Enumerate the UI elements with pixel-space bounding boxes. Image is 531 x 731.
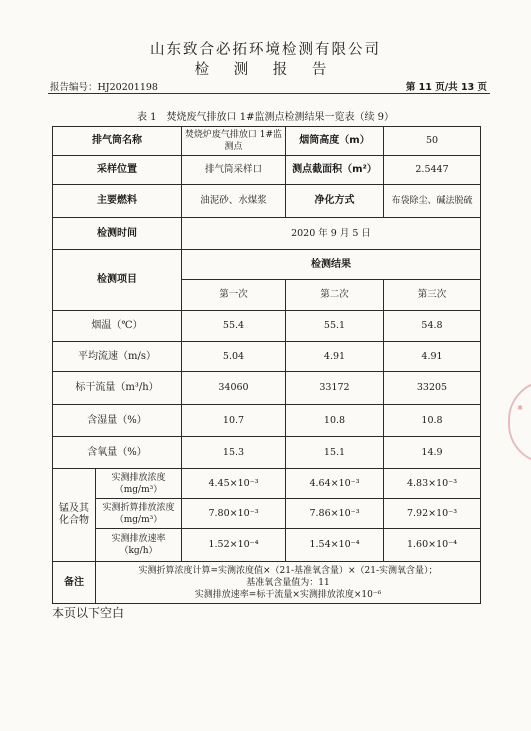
- table-row: [53, 499, 481, 529]
- pollutant-group-label: 锰及其化合物: [53, 469, 96, 562]
- report-number-label: 报告编号：: [50, 82, 98, 93]
- items-label: 检测项目: [53, 250, 182, 311]
- time-label: 检测时间: [53, 218, 182, 250]
- note-line: 基准氧含量值为：11: [246, 577, 330, 588]
- section-area-label: 测点截面积（m²）: [286, 156, 384, 185]
- measurement-value: 55.4: [182, 311, 286, 342]
- table-row: [53, 437, 481, 469]
- table-row: [53, 311, 481, 342]
- section-area-value: 2.5447: [384, 156, 481, 185]
- table-row: [53, 562, 481, 604]
- sampling-value: 排气筒采样口: [182, 156, 286, 185]
- page-number: 第 11 页/共 13 页: [405, 82, 487, 93]
- measurement-value: 10.8: [384, 405, 481, 437]
- group-item-value: 1.60×10⁻⁴: [384, 529, 481, 562]
- run-3-header: 第三次: [384, 280, 481, 311]
- group-item-value: 4.64×10⁻³: [286, 469, 384, 499]
- purify-label: 净化方式: [286, 185, 384, 218]
- time-value: 2020 年 9 月 5 日: [182, 218, 481, 250]
- measurement-value: 54.8: [384, 311, 481, 342]
- table-row: [53, 218, 481, 250]
- measurement-label: 平均流速（m/s）: [53, 342, 182, 372]
- outlet-name-value: 焚烧炉废气排放口 1#监测点: [182, 127, 286, 156]
- header-divider: [48, 93, 490, 94]
- table-row: [53, 127, 481, 156]
- fuel-label: 主要燃料: [53, 185, 182, 218]
- table-row: [53, 185, 481, 218]
- table-row: [53, 372, 481, 405]
- measurement-value: 33172: [286, 372, 384, 405]
- table-row: [53, 250, 481, 280]
- fuel-value: 油泥砂、水煤浆: [182, 185, 286, 218]
- table-row: [53, 156, 481, 185]
- measurement-value: 10.7: [182, 405, 286, 437]
- measurement-value: 4.91: [384, 342, 481, 372]
- results-table: [52, 126, 481, 604]
- measurement-label: 烟温（℃）: [53, 311, 182, 342]
- outlet-name-label: 排气筒名称: [53, 127, 182, 156]
- measurement-value: 15.3: [182, 437, 286, 469]
- table-row: [53, 469, 481, 499]
- company-name: 山东致合必拓环境检测有限公司: [150, 42, 381, 58]
- note-line: 实测折算浓度计算=实测浓度值×（21-基准氧含量）×（21-实测氧含量）；: [138, 565, 438, 576]
- note-line: 实测排放速率=标干流量×实测排放浓度×10⁻⁶: [194, 589, 382, 600]
- measurement-value: 5.04: [182, 342, 286, 372]
- purify-value: 布袋除尘、碱法脱硫: [384, 185, 481, 218]
- group-item-value: 7.86×10⁻³: [286, 499, 384, 529]
- stack-height-label: 烟筒高度（m）: [286, 127, 384, 156]
- seal-stamp: [508, 380, 531, 464]
- measurement-value: 10.8: [286, 405, 384, 437]
- stack-height-value: 50: [384, 127, 481, 156]
- document-title: 检 测 报 告: [194, 62, 337, 78]
- notes-cell: [96, 562, 481, 604]
- group-item-label: 实测排放速率（kg/h）: [96, 529, 182, 562]
- sampling-label: 采样位置: [53, 156, 182, 185]
- group-item-label: 实测排放浓度（mg/m³）: [96, 469, 182, 499]
- measurement-value: 15.1: [286, 437, 384, 469]
- measurement-value: 34060: [182, 372, 286, 405]
- group-item-label: 实测折算排放浓度（mg/m³）: [96, 499, 182, 529]
- table-row: [53, 342, 481, 372]
- group-item-value: 7.80×10⁻³: [182, 499, 286, 529]
- results-label: 检测结果: [182, 250, 481, 280]
- group-item-value: 1.52×10⁻⁴: [182, 529, 286, 562]
- notes-label: 备注: [53, 562, 96, 604]
- group-item-value: 4.83×10⁻³: [384, 469, 481, 499]
- seal-stamp-text: ✱: [516, 404, 524, 412]
- measurement-value: 4.91: [286, 342, 384, 372]
- report-number-value: HJ20201198: [97, 82, 158, 93]
- table-row: [53, 405, 481, 437]
- measurement-value: 33205: [384, 372, 481, 405]
- blank-below-note: 本页以下空白: [52, 606, 125, 620]
- measurement-value: 14.9: [384, 437, 481, 469]
- measurement-label: 标干流量（m³/h）: [53, 372, 182, 405]
- measurement-label: 含氧量（%）: [53, 437, 182, 469]
- run-1-header: 第一次: [182, 280, 286, 311]
- run-2-header: 第二次: [286, 280, 384, 311]
- group-item-value: 7.92×10⁻³: [384, 499, 481, 529]
- table-row: [53, 529, 481, 562]
- report-number: [50, 79, 158, 93]
- measurement-value: 55.1: [286, 311, 384, 342]
- measurement-label: 含湿量（%）: [53, 405, 182, 437]
- group-item-value: 1.54×10⁻⁴: [286, 529, 384, 562]
- table-caption: 表 1 焚烧废气排放口 1#监测点检测结果一览表（续 9）: [136, 112, 394, 123]
- group-item-value: 4.45×10⁻³: [182, 469, 286, 499]
